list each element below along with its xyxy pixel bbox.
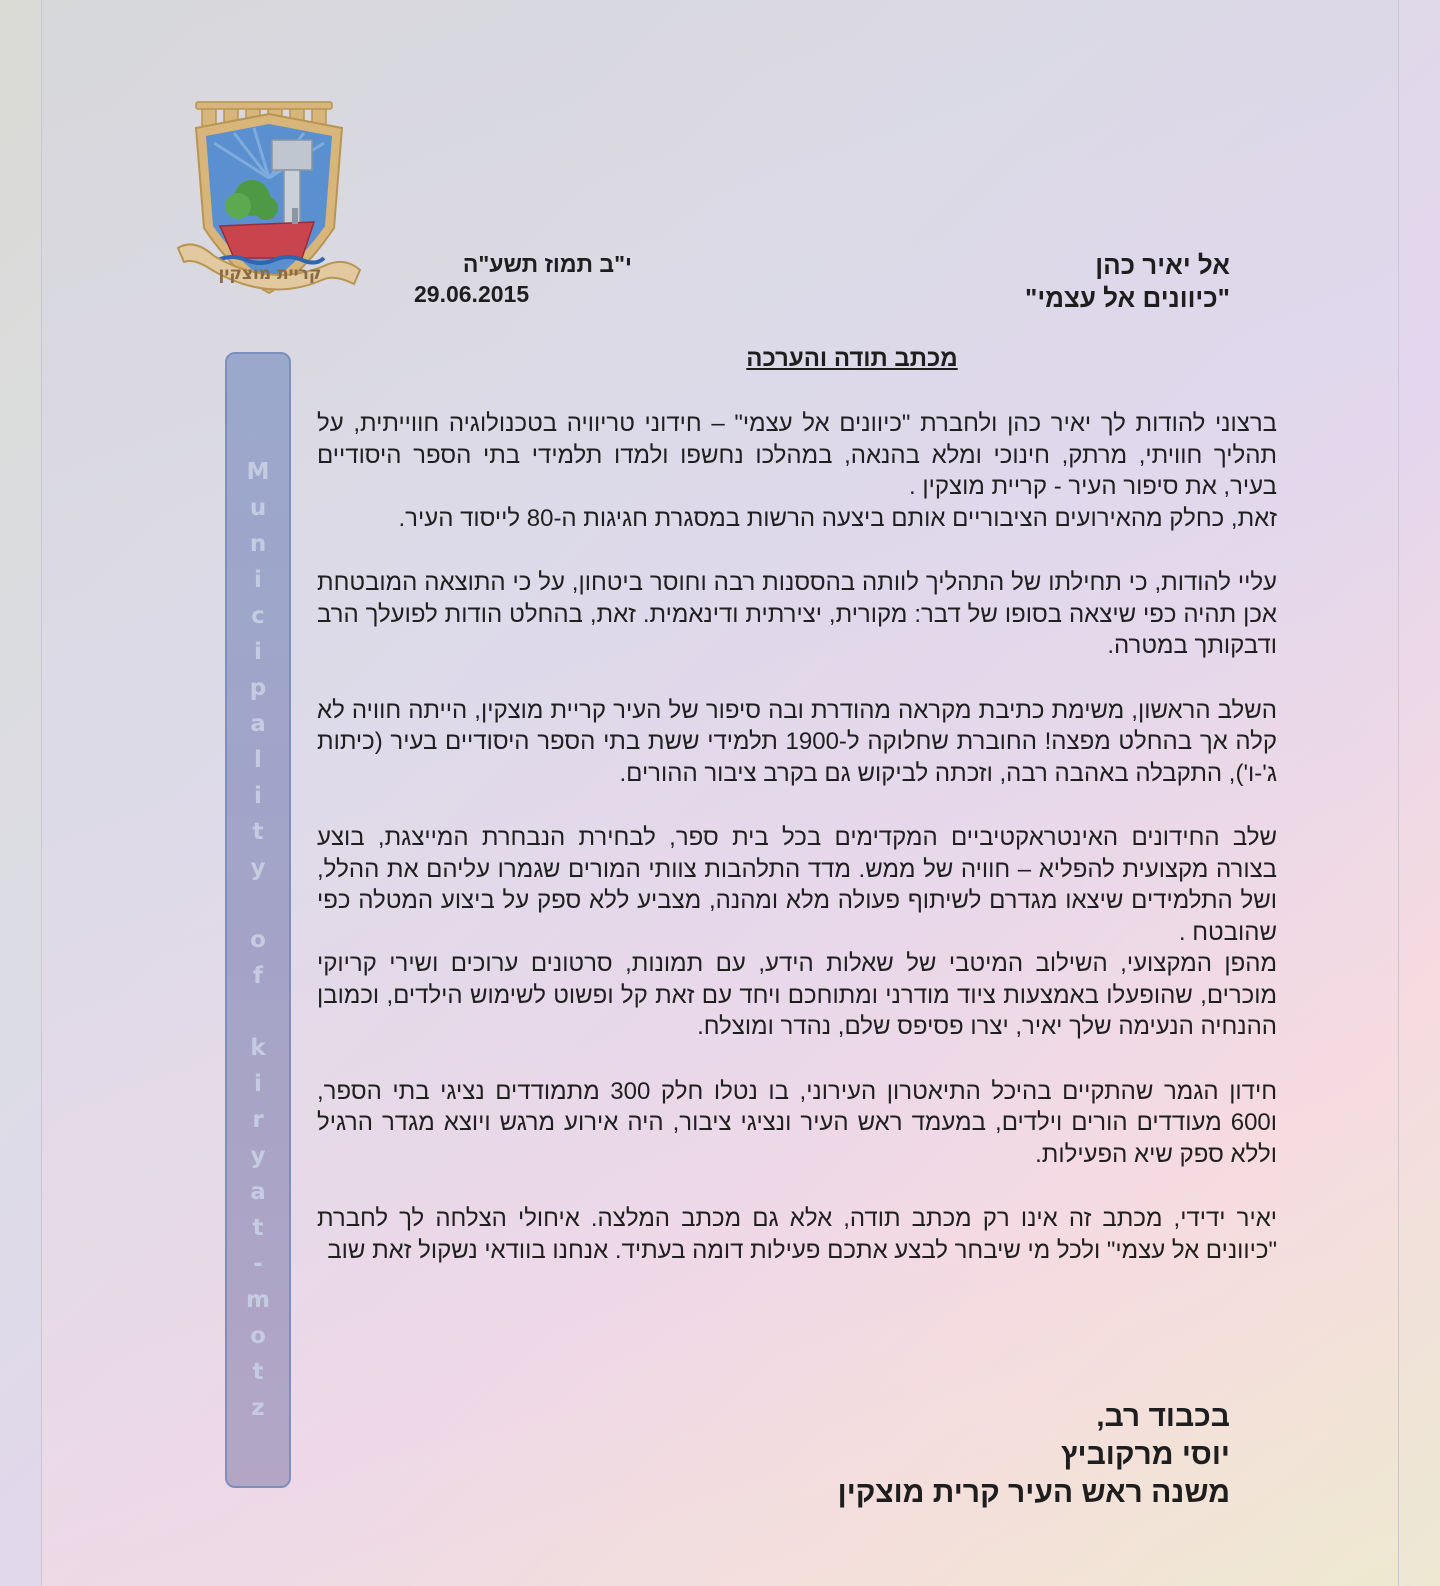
sidebar-letter: a: [250, 711, 266, 737]
sidebar-letter: [254, 886, 262, 922]
sidebar-letter: o: [250, 1323, 266, 1349]
vertical-municipality-banner: [225, 352, 291, 1488]
sidebar-letter: u: [249, 495, 267, 521]
sidebar-letter: k: [250, 1035, 266, 1061]
letter-title: מכתב תודה והערכה: [746, 345, 958, 372]
sidebar-letter: m: [246, 1287, 270, 1313]
date-block: [412, 249, 632, 309]
sidebar-letter: i: [254, 783, 262, 809]
signer-title: משנה ראש העיר קרית מוצקין: [837, 1476, 1230, 1509]
sidebar-letter: f: [252, 963, 263, 989]
sidebar-letter: i: [254, 567, 262, 593]
sidebar-letter: r: [252, 1107, 264, 1133]
city-emblem-icon: [174, 98, 364, 303]
sidebar-letter: M: [246, 459, 270, 485]
sidebar-letter: a: [250, 1179, 266, 1205]
paragraph: זאת, כחלק מהאירועים הציבוריים אותם ביצעה הרשות במסגרת חגיגות ה-80 לייסוד העיר.: [398, 504, 1277, 532]
letter-page: [41, 0, 1399, 1586]
paragraph: השלב הראשון, משימת כתיבת מקראה מהודרת ובה סיפור של העיר קריית מוצקין, הייתה חוויה לא קלה אך בהחלט מפצה! החוברת שחלוקה ל-1900 תלמידי ששת בתי הספר היסודיים בעיר (כיתות ג'-ו'), התקבלה באהבה רבה, וזכתה לביקוש גם בקרב ציבור ההורים.: [317, 696, 1277, 787]
recipient-name: אל יאיר כהן: [1095, 250, 1230, 280]
paragraph: שלב החידונים האינטראקטיביים המקדימים בכל בית ספר, לבחירת הנבחרת המייצגת, בוצע בצורה מקצועית להפליא – חוויה של ממש. מדד התלהבות צוותי המורים שגמרו עליהם את ההלל, ושל התלמידים שיצאו מגדרם לשיתוף פעולה מלא ומהנה, מצביע ללא ספק על ביצוע המטלה כפי שהובטח .: [317, 824, 1277, 946]
sidebar-letter: t: [252, 1215, 264, 1241]
gregorian-date: 29.06.2015: [414, 281, 530, 307]
paragraph: יאיר ידידי, מכתב זה אינו רק מכתב תודה, אלא גם מכתב המלצה. איחולי הצלחה לך לחברת "כיוונים אל עצמי" ולכל מי שיבחר לבצע אתכם פעילות דומה בעתיד. אנחנו בוודאי נשקול זאת שוב: [317, 1205, 1277, 1264]
letter-body: [317, 408, 1277, 1299]
closing-greeting: בכבוד רב,: [1096, 1400, 1230, 1433]
paragraph: ברצוני להודות לך יאיר כהן ולחברת "כיוונים אל עצמי" – חידוני טריוויה בטכנולוגיה חווייתית, על תהליך חוויתי, מרתק, חינוכי ומלא בהנאה, במהלכו נחשפו ולמדו תלמידי בתי הספר היסודיים בעיר, את סיפור העיר - קריית מוצקין .: [317, 410, 1277, 500]
paragraph: חידון הגמר שהתקיים בהיכל התיאטרון העירוני, בו נטלו חלק 300 מתמודדים נציגי בתי הספר, ו600 מעודדים הורים וילדים, במעמד ראש העיר ונציגי ציבור, היה אירוע מרגש ויוצא מגדר הרגיל וללא ספק שיא הפעילות.: [317, 1077, 1277, 1168]
sidebar-letter: t: [252, 819, 264, 845]
hebrew-date: י"ב תמוז תשע"ה: [462, 251, 632, 277]
sidebar-letter: i: [254, 639, 262, 665]
signature-block: [630, 1398, 1230, 1512]
emblem-caption: קריית מוצקין: [218, 264, 322, 284]
sidebar-letter: i: [254, 1071, 262, 1097]
sidebar-letter: y: [250, 855, 266, 881]
sidebar-letter: z: [251, 1395, 265, 1421]
sidebar-letter: [254, 994, 262, 1030]
signer-name: יוסי מרקוביץ: [1061, 1438, 1230, 1471]
sidebar-letter: c: [251, 603, 265, 629]
paragraph: עליי להודות, כי תחילתו של התהליך לוותה בהססנות רבה וחוסר ביטחון, על כי התוצאה המובטחת אכן תהיה כפי שיצאה בסופו של דבר: מקורית, יצירתית ודינאמית. זאת, בהחלט הודות לפועלך הרב ודבקותך במטרה.: [317, 569, 1277, 659]
sidebar-letter: -: [253, 1251, 263, 1277]
recipient-company: "כיוונים אל עצמי": [1025, 283, 1230, 313]
sidebar-letter: p: [249, 675, 267, 701]
sidebar-letter: o: [250, 927, 266, 953]
sidebar-letter: n: [249, 531, 267, 557]
paragraph: מהפן המקצועי, השילוב המיטבי של שאלות הידע, עם תמונות, סרטונים ערוכים ושירי קריוקי מוכרים, שהופעלו באמצעות ציוד מודרני ומתוחכם ויחד עם זאת קל ופשוט לשימוש הילדים, וכמובן ההנחיה הנעימה שלך יאיר, יצרו פסיפס שלם, נהדר ומוצלח.: [317, 950, 1277, 1040]
sidebar-letter: y: [250, 1143, 266, 1169]
recipient-block: [830, 249, 1230, 315]
sidebar-letter: t: [252, 1359, 264, 1385]
sidebar-letter: l: [254, 747, 262, 773]
